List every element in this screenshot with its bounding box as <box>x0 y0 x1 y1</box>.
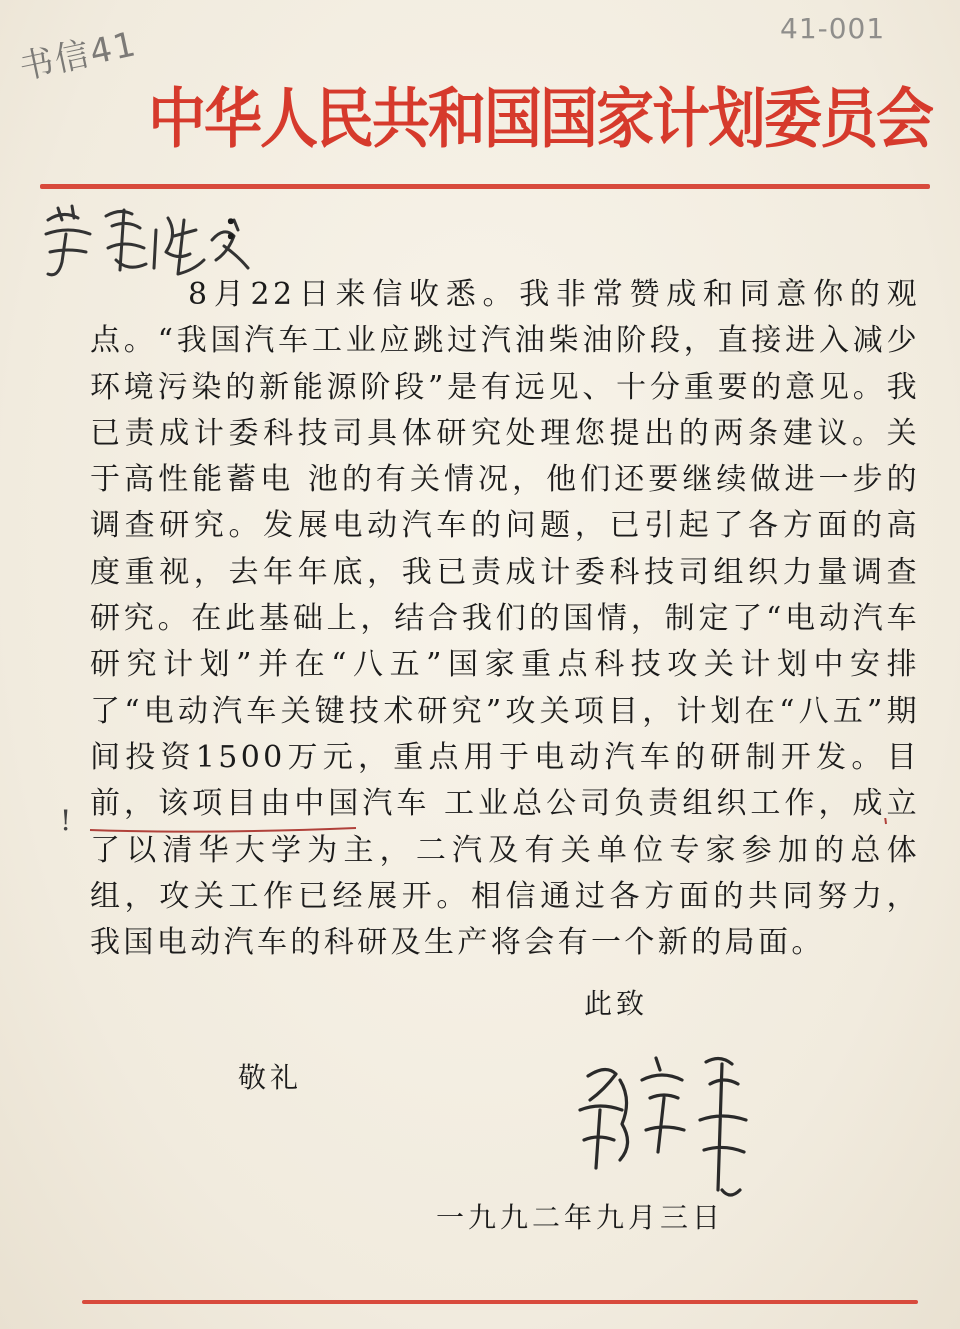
handwritten-signature <box>560 1040 760 1210</box>
pen-underline-mark <box>88 818 918 838</box>
archive-number: 41-001 <box>780 12 886 45</box>
salutation-colon: ： <box>222 204 261 249</box>
margin-edit-mark: ! <box>60 804 72 837</box>
handwritten-corner-note: 书信41 <box>15 23 141 88</box>
letterhead-title: 中华人民共和国国家计划委员会 <box>148 80 933 157</box>
closing-salute: 敬礼 <box>238 1061 303 1094</box>
letter-body: 8月22日来信收悉。我非常赞成和同意你的观点。“我国汽车工业应跳过汽油柴油阶段，直接进入减少环境污染的新能源阶段”是有远见、十分重要的意见。我已责成计委科技司具体研究处理您提出的两条建议。关于高性能蓄电 池的有关情况，他们还要继续做进一步的调查研究。发展电动汽车的问题，已引起了各方面的高度重视，去年年底，我已责成计委科技司组织力量调查研究。在此基础上，结合我们的国情，制定了“电动汽车研究计划”并在“八五”国家重点科技攻关计划中安排了“电动汽车关键技术研究”攻关项目，计划在“八五”期间投资1500万元，重点用于电动汽车的研制开发。目前，该项目由中国汽车 工业总公司负责组织工作，成立了以清华大学为主，二汽及有关单位专家参加的总体组，攻关工作已经展开。相信通过各方面的共同努力，我国电动汽车的科研及生产将会有一个新的局面。 <box>90 277 920 961</box>
closing-phrase: 此致 <box>584 987 649 1020</box>
footer-rule <box>82 1300 918 1304</box>
letter-date: 一九九二年九月三日 <box>436 1201 725 1234</box>
letterhead-rule <box>40 184 930 189</box>
